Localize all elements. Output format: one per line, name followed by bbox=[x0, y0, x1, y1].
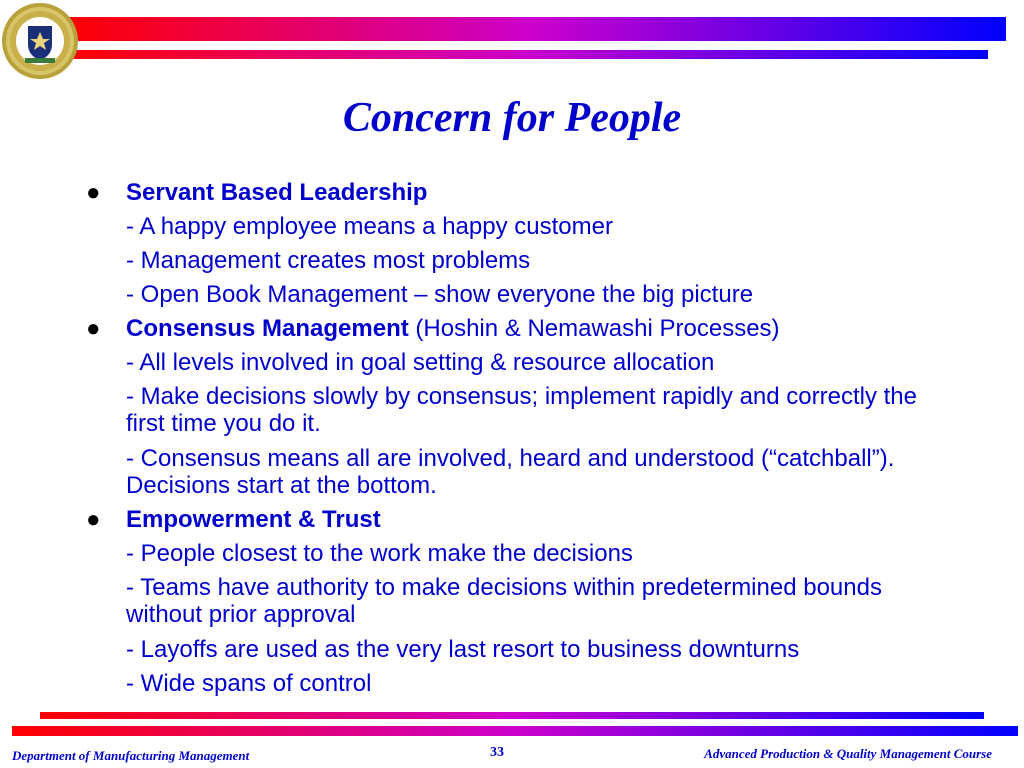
list-item: - Consensus means all are involved, heard and understood (“catchball”). Decisions start at the bottom. bbox=[126, 445, 895, 499]
footer-department: Department of Manufacturing Management bbox=[12, 748, 250, 763]
section-heading: Consensus Management (Hoshin & Nemawashi Processes) bbox=[126, 315, 780, 342]
list-item: - People closest to the work make the decisions bbox=[126, 540, 633, 567]
list-item: - Layoffs are used as the very last resort to business downturns bbox=[126, 636, 800, 663]
section-heading: Servant Based Leadership bbox=[126, 179, 428, 206]
page-title: Concern for People bbox=[342, 95, 682, 141]
footer-bar-bottom bbox=[12, 726, 1018, 736]
list-item: - Management creates most problems bbox=[126, 247, 531, 274]
bullet-dot-icon: ● bbox=[86, 506, 101, 533]
page-number: 33 bbox=[490, 745, 504, 760]
bullet-dot-icon: ● bbox=[86, 179, 101, 206]
list-item: - Wide spans of control bbox=[126, 670, 372, 697]
bullet-dot-icon: ● bbox=[86, 315, 101, 342]
footer-bar-top bbox=[40, 712, 984, 719]
list-item: - Make decisions slowly by consensus; implement rapidly and correctly the first time you do it. bbox=[126, 383, 918, 437]
list-item: - Teams have authority to make decisions within predetermined bounds without prior approval bbox=[126, 574, 882, 628]
list-item: - Open Book Management – show everyone the big picture bbox=[126, 281, 754, 308]
list-item: - All levels involved in goal setting & resource allocation bbox=[126, 349, 715, 376]
section-heading: Empowerment & Trust bbox=[126, 506, 381, 533]
footer-course: Advanced Production & Quality Management Course bbox=[704, 746, 992, 761]
list-item: - A happy employee means a happy customer bbox=[126, 213, 613, 240]
